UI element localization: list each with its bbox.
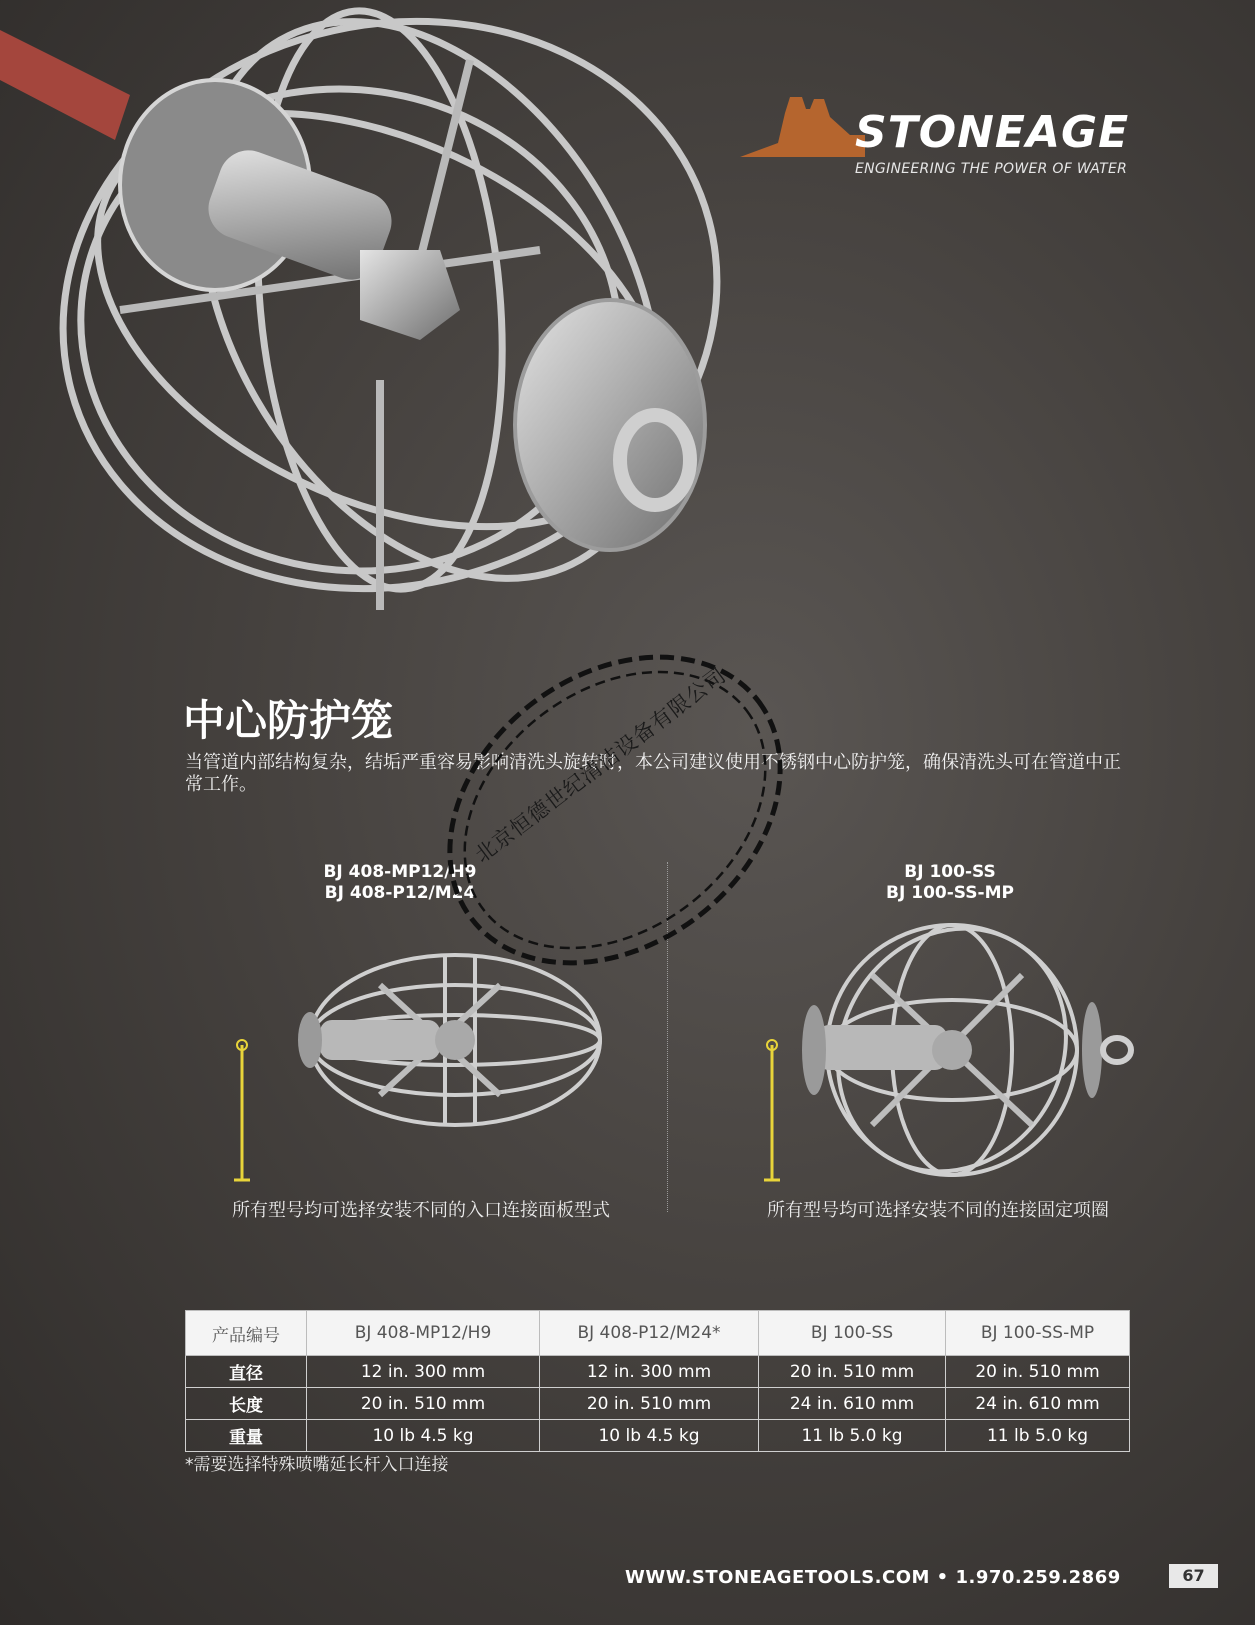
- table-header: BJ 100-SS: [759, 1311, 946, 1356]
- row-label: 直径: [186, 1356, 307, 1388]
- model-name: BJ 100-SS: [904, 862, 996, 882]
- logo-wordmark: STONEAGE: [855, 107, 1130, 158]
- stamp-text: 北京恒德世纪清洁设备有限公司: [470, 662, 731, 868]
- table-header: BJ 408-P12/M24*: [540, 1311, 759, 1356]
- table-header-row: [186, 1311, 1130, 1356]
- table-header: BJ 408-MP12/H9: [307, 1311, 540, 1356]
- table-cell: 20 in. 510 mm: [759, 1356, 946, 1388]
- table-cell: 12 in. 300 mm: [307, 1356, 540, 1388]
- table-cell: 20 in. 510 mm: [307, 1388, 540, 1420]
- stoneage-logo: [740, 95, 1160, 185]
- model-name: BJ 408-P12/M24: [324, 883, 476, 903]
- table-row: [186, 1420, 1130, 1452]
- intro-text: 当管道内部结构复杂，结垢严重容易影响清洗头旋转时，本公司建议使用不锈钢中心防护笼，确保清洗头可在管道中正常工作。: [185, 752, 1121, 795]
- table-header: 产品编号: [186, 1311, 307, 1356]
- table-cell: 10 lb 4.5 kg: [307, 1420, 540, 1452]
- right-model-labels: [840, 862, 1060, 904]
- table-footnote: *需要选择特殊喷嘴延长杆入口连接: [185, 1455, 449, 1475]
- left-caption: 所有型号均可选择安装不同的入口连接面板型式: [232, 1200, 610, 1221]
- page-number: 67: [1169, 1564, 1218, 1588]
- logo-tagline: ENGINEERING THE POWER OF WATER: [855, 161, 1128, 177]
- table-cell: 12 in. 300 mm: [540, 1356, 759, 1388]
- table-cell: 11 lb 5.0 kg: [946, 1420, 1130, 1452]
- table-cell: 24 in. 610 mm: [759, 1388, 946, 1420]
- table-row: [186, 1388, 1130, 1420]
- hero-cage-image: [0, 0, 760, 670]
- table-cell: 20 in. 510 mm: [540, 1388, 759, 1420]
- table-row: [186, 1356, 1130, 1388]
- right-caption: 所有型号均可选择安装不同的连接固定项圈: [767, 1200, 1109, 1221]
- model-name: BJ 100-SS-MP: [886, 883, 1014, 903]
- table-cell: 10 lb 4.5 kg: [540, 1420, 759, 1452]
- row-label: 重量: [186, 1420, 307, 1452]
- company-stamp: [420, 630, 820, 990]
- model-name: BJ 408-MP12/H9: [323, 862, 477, 882]
- table-cell: 20 in. 510 mm: [946, 1356, 1130, 1388]
- table-cell: 11 lb 5.0 kg: [759, 1420, 946, 1452]
- page-title: 中心防护笼: [183, 696, 394, 745]
- table-header: BJ 100-SS-MP: [946, 1311, 1130, 1356]
- table-cell: 24 in. 610 mm: [946, 1388, 1130, 1420]
- row-label: 长度: [186, 1388, 307, 1420]
- footer-contact[interactable]: WWW.STONEAGETOOLS.COM • 1.970.259.2869: [625, 1567, 1121, 1588]
- spec-table: [185, 1310, 1130, 1452]
